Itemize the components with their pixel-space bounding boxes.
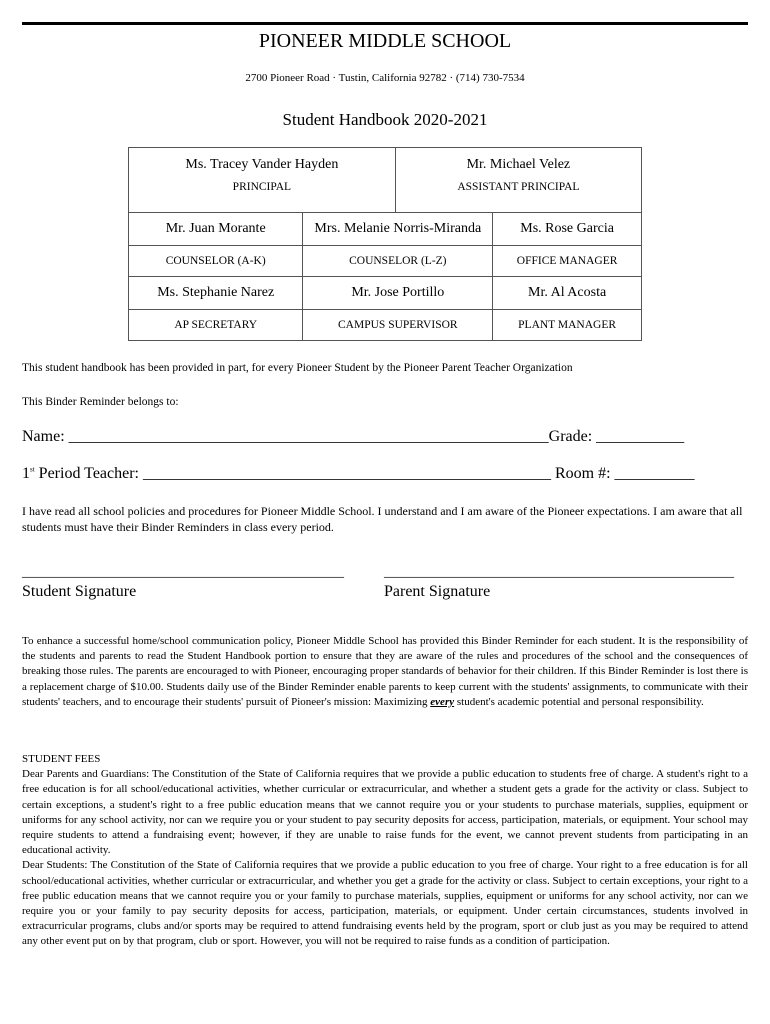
every-emphasis: every <box>430 695 455 708</box>
staff-role: CAMPUS SUPERVISOR <box>303 310 493 341</box>
student-signature-label: Student Signature <box>22 583 137 600</box>
handbook-title: Student Handbook 2020-2021 <box>282 110 488 129</box>
staff-name: Mrs. Melanie Norris-Miranda <box>303 213 493 246</box>
student-signature-line[interactable]: ______________________________________________ <box>22 565 344 580</box>
header-rule <box>22 22 748 25</box>
staff-role: COUNSELOR (L-Z) <box>303 246 493 277</box>
staff-role: PLANT MANAGER <box>493 310 642 341</box>
assistant-principal-cell <box>395 148 641 212</box>
fees-parents-paragraph: Dear Parents and Guardians: The Constitution of the State of California requires that we provide a public education to students free of charge. A student's right to a free education is for all school/educational activities, whether curricular or extracurricular, and whether a student gets a grade for the activity or class. Subject to certain exceptions, a student's right to a free public education means that we cannot require you or your students to purchase materials, supplies, equipment or uniforms for any school activity, nor can we require you or your student to pay security deposits for access, participation, materials, or equipment. Your school may require students to attend a fundraising event; however, if they are unable to raise funds for the event, we cannot prevent students from participating in an educational activity. <box>22 768 748 857</box>
fees-students-paragraph: Dear Students: The Constitution of the State of California requires that we provide a public education to you free of charge. Your right to a free education is for all school/educational activities, whether curricular or extracurricular, and whether you get a grade for the activity or class. Subject to certain exceptions, your right to a free public education means that we cannot require you or your family to purchase materials, supplies, equipment or uniforms for any school activity, nor can we require you or your family to pay security deposits for access, participation, materials, or equipment. Under certain circumstances, students involved in extracurricular programs, clubs and/or sports may be required to attend fundraising events held by the program, sport or club just as you may be required to attend any other event put on by that program, club or sport. However, you will not be required to raise funds as a condition of participation. <box>22 859 748 948</box>
period-number: 1 <box>22 465 30 482</box>
staff-role: COUNSELOR (A-K) <box>129 246 303 277</box>
staff-name: Ms. Rose Garcia <box>493 213 642 246</box>
acknowledgement-text: I have read all school policies and procedures for Pioneer Middle School. I understand and I am aware of the Pioneer expectations. I am aware that all students must have their Binder Reminders in class every period. <box>22 504 743 534</box>
admin-row <box>129 148 642 213</box>
staff-role: AP SECRETARY <box>129 310 303 341</box>
assistant-principal-name: Mr. Michael Velez <box>466 157 571 172</box>
student-fees-section <box>22 752 748 950</box>
staff-name: Mr. Jose Portillo <box>303 277 493 310</box>
principal-role: PRINCIPAL <box>232 181 292 193</box>
parent-signature-line[interactable]: __________________________________________________ <box>384 565 734 580</box>
belongs-to-label: This Binder Reminder belongs to: <box>22 396 179 408</box>
principal-cell <box>129 148 395 212</box>
student-fees-heading: STUDENT FEES <box>22 753 101 765</box>
communication-policy-paragraph <box>22 634 748 710</box>
staff-name: Mr. Juan Morante <box>129 213 303 246</box>
period-teacher-field[interactable] <box>22 465 695 483</box>
parent-signature-label: Parent Signature <box>384 583 491 600</box>
staff-directory-table <box>128 147 642 341</box>
school-address: 2700 Pioneer Road · Tustin, California 92782 · (714) 730-7534 <box>245 72 525 84</box>
school-title: PIONEER MIDDLE SCHOOL <box>258 30 512 52</box>
communication-text: To enhance a successful home/school communication policy, Pioneer Middle School has provided this Binder Reminder for each student. It is the responsibility of the students and parents to read the Student Handbook portion to ensure that they are aware of the rules and procedures of the school and the consequences of breaking those rules. The parents are encouraged to with Pioneer, encouraging proper standards of behavior for their children. If this Binder Reminder is lost there is a replacement charge of $10.00. Students daily use of the Binder Reminder enable parents to keep current with the students' assignments, to communicate with their students' teachers, and to encourage their students' pursuit of Pioneer's mission: Maximizing <box>22 635 748 708</box>
staff-role: OFFICE MANAGER <box>493 246 642 277</box>
staff-name: Mr. Al Acosta <box>493 277 642 310</box>
principal-name: Ms. Tracey Vander Hayden <box>185 157 339 172</box>
assistant-principal-role: ASSISTANT PRINCIPAL <box>457 181 580 193</box>
communication-text-end: student's academic potential and personal responsibility. <box>454 695 704 708</box>
name-grade-field[interactable]: Name: ____________________________________________________________Grade: ___________ <box>22 428 685 445</box>
staff-name: Ms. Stephanie Narez <box>129 277 303 310</box>
pto-note: This student handbook has been provided in part, for every Pioneer Student by the Pioneer Parent Teacher Organization <box>22 362 573 374</box>
period-ordinal: st <box>30 465 35 474</box>
period-teacher-room-line: Period Teacher: ___________________________________________________ Room #: __________ <box>34 465 695 482</box>
